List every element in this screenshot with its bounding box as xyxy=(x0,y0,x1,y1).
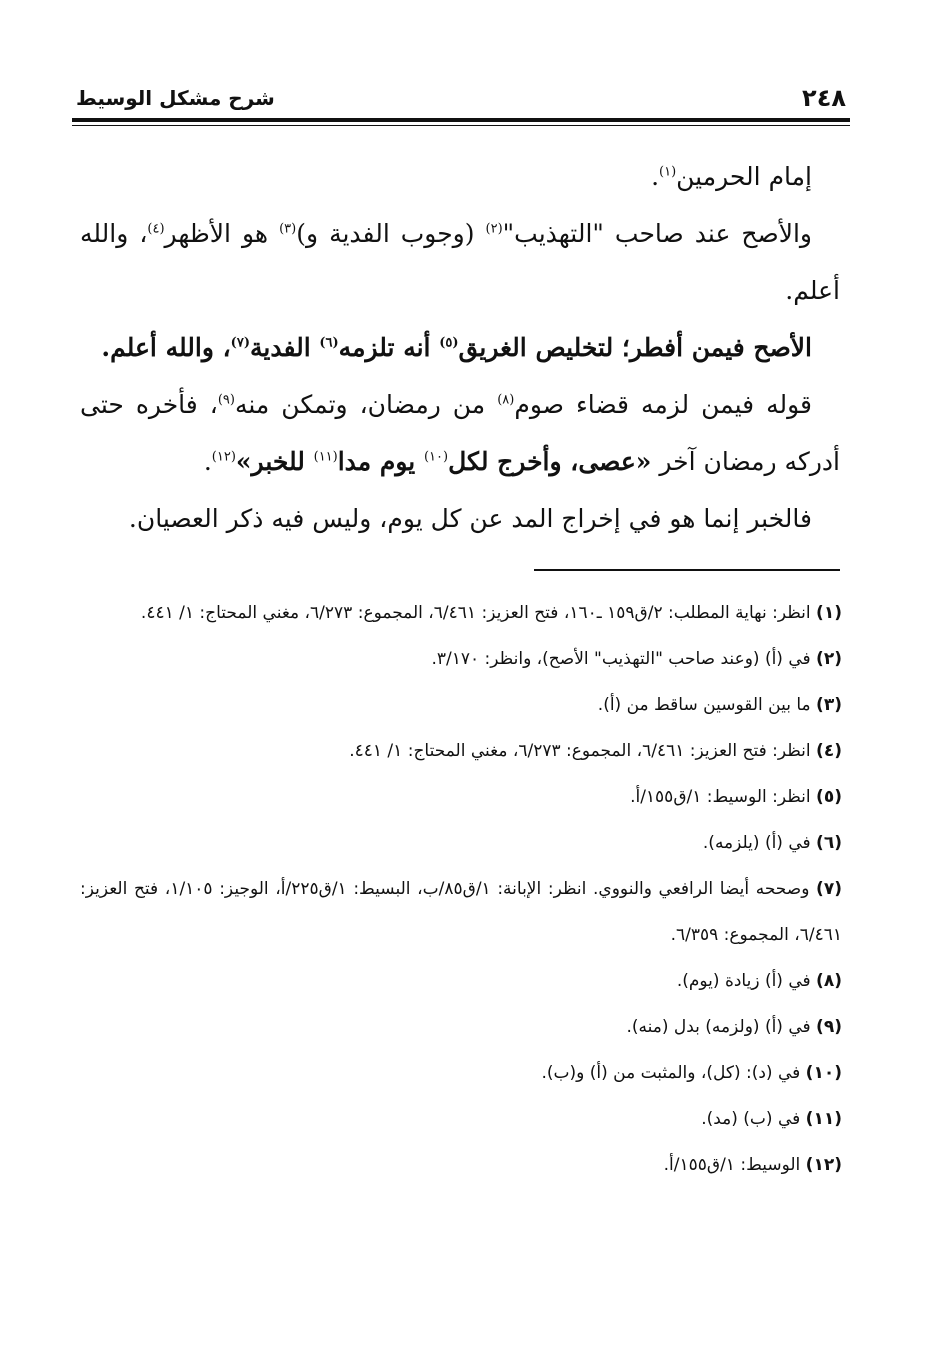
footnote-item: (٥) انظر: الوسيط: ١/ق١٥٥/أ. xyxy=(630,787,842,807)
footnote-item: (٦) في (أ) (يلزمه). xyxy=(702,833,842,853)
footnote-ref-11[interactable]: (١١) xyxy=(313,449,338,465)
header-rule-thick xyxy=(72,118,850,122)
page-header xyxy=(72,84,850,120)
footnote-item: (٨) في (أ) زيادة (يوم). xyxy=(676,971,842,991)
footnote-ref-6[interactable]: (٦) xyxy=(319,335,339,351)
running-title: شرح مشكل الوسيط xyxy=(76,86,275,110)
footnote-item: (١١) في (ب) (مد). xyxy=(701,1109,842,1129)
footnote-ref-8[interactable]: (٨) xyxy=(497,392,515,408)
paragraph-2: والأصح عند صاحب "التهذيب"$^{(٢)}$ (وجوب الفدية و)$^{(٣)}$ هو الأظهر$^{(٤)}$، والله أعلم. xyxy=(80,219,840,305)
quoted-text: «عصى، وأخرج لكل xyxy=(448,447,652,476)
footnote-ref-1[interactable]: (١) xyxy=(659,164,677,180)
footnote-item: (٣) ما بين القوسين ساقط من (أ). xyxy=(597,695,842,715)
footnote-ref-2[interactable]: (٢) xyxy=(485,221,503,237)
main-text xyxy=(80,148,840,547)
footnote-separator xyxy=(534,569,840,571)
footnote-item: (١٢) الوسيط: ١/ق١٥٥/أ. xyxy=(663,1155,842,1175)
footnotes xyxy=(80,590,842,1188)
footnote-ref-4[interactable]: (٤) xyxy=(147,221,165,237)
footnote-item: (٧) وصححه أيضا الرافعي والنووي. انظر: الإبانة: ١/ق٨٥/ب، البسيط: ١/ق٢٢٥/أ، الوجيز: ١/١٠٥، فتح العزيز: ٦/٤٦١، المجموع: ٦/٣٥٩. xyxy=(80,879,842,945)
header-rule-thin xyxy=(72,125,850,126)
paragraph-3: الأصح فيمن أفطر؛ لتخليص الغريق$^{(٥)}$ أنه تلزمه$^{(٦)}$ الفدية$^{(٧)}$، والله أعلم. xyxy=(101,333,812,362)
footnote-item: (١) انظر: نهاية المطلب: ٢/ق١٥٩ ـ١٦٠، فتح العزيز: ٦/٤٦١، المجموع: ٦/٢٧٣، مغني المحتاج: ١/ ٤٤١. xyxy=(140,603,842,623)
footnote-item: (٢) في (أ) (وعند صاحب "التهذيب" الأصح)، وانظر: ٣/١٧٠. xyxy=(431,649,842,669)
page-number: ٢٤٨ xyxy=(802,84,846,112)
footnote-ref-3[interactable]: (٣) xyxy=(279,221,297,237)
footnote-ref-10[interactable]: (١٠) xyxy=(423,449,449,465)
footnote-ref-7[interactable]: (٧) xyxy=(230,335,250,351)
footnote-item: (٤) انظر: فتح العزيز: ٦/٤٦١، المجموع: ٦/٢٧٣، مغني المحتاج: ١/ ٤٤١. xyxy=(349,741,842,761)
footnote-ref-9[interactable]: (٩) xyxy=(217,392,235,408)
footnote-ref-5[interactable]: (٥) xyxy=(439,335,459,351)
paragraph-4: قوله فيمن لزمه قضاء صوم$^{(٨)}$ من رمضان، وتمكن منه$^{(٩)}$، فأخره حتى أدركه رمضان آخر «عصى، وأخرج لكل$^{(١٠)}$ يوم مدا$^{(١١)}$ للخبر»$^{(١٢)}$. xyxy=(80,390,840,476)
paragraph-1: إمام الحرمين$^{(١)}$. xyxy=(651,162,812,191)
footnote-item: (٩) في (أ) (ولزمه) بدل (منه). xyxy=(626,1017,842,1037)
footnote-ref-12[interactable]: (١٢) xyxy=(211,449,236,465)
footnote-item: (١٠) في (د): (كل)، والمثبت من (أ) و(ب). xyxy=(541,1063,842,1083)
paragraph-5: فالخبر إنما هو في إخراج المد عن كل يوم، وليس فيه ذكر العصيان. xyxy=(128,504,812,533)
